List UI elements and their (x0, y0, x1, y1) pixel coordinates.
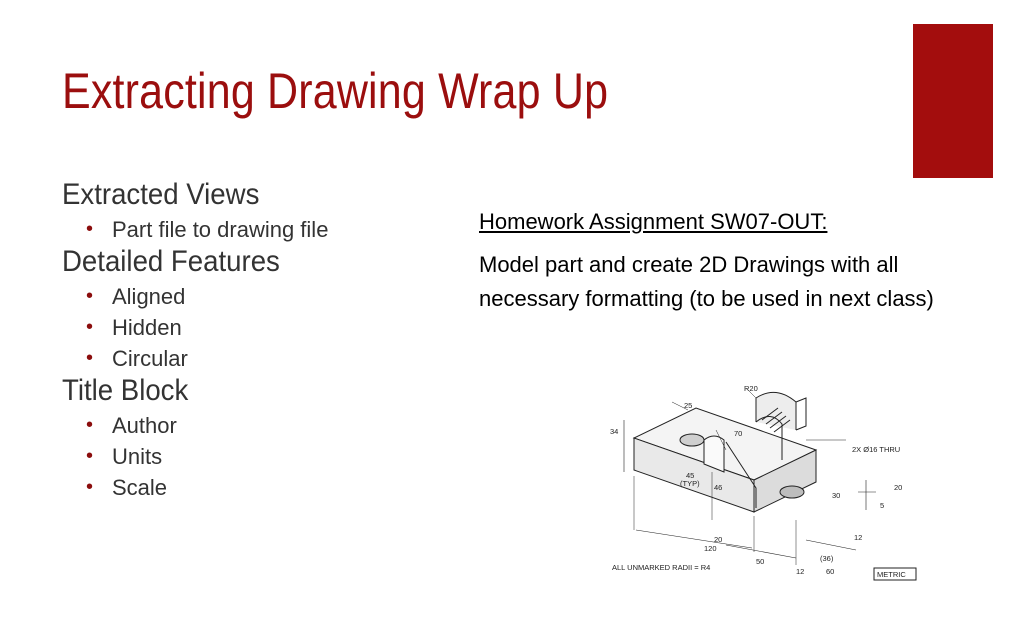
dim-label: 120 (704, 544, 717, 553)
section-heading-detailed-features: Detailed Features (62, 245, 280, 278)
drawing-note: ALL UNMARKED RADII = R4 (612, 563, 711, 572)
homework-panel (479, 208, 949, 316)
homework-heading: Homework Assignment SW07-OUT: (479, 209, 828, 234)
bullet-icon: • (86, 445, 94, 467)
bullet-icon: • (86, 347, 94, 369)
bullet-list (62, 281, 462, 374)
dim-label: 20 (714, 535, 723, 544)
section-heading-extracted-views: Extracted Views (62, 178, 260, 211)
dim-label: 2X Ø16 THRU (852, 445, 901, 454)
list-item: • Aligned (86, 281, 462, 312)
bullet-icon: • (86, 218, 94, 240)
bullet-icon: • (86, 476, 94, 498)
dim-label: 20 (894, 483, 903, 492)
isometric-part-drawing (606, 380, 926, 600)
list-item: • Hidden (86, 312, 462, 343)
dim-label: 12 (796, 567, 805, 576)
homework-body: Model part and create 2D Drawings with all necessary formatting (to be used in next class) (479, 252, 934, 311)
list-item: • Part file to drawing file (86, 214, 462, 245)
part-drawing-svg (606, 380, 926, 600)
dim-label: R20 (744, 384, 758, 393)
metric-label: METRIC (877, 570, 906, 579)
dim-label: 5 (880, 501, 885, 510)
bullet-icon: • (86, 316, 94, 338)
dim-label: 12 (854, 533, 863, 542)
dim-label: 60 (826, 567, 835, 576)
slide-title: Extracting Drawing Wrap Up (62, 63, 609, 119)
dim-label: 46 (714, 483, 723, 492)
bullet-list (62, 410, 462, 503)
dim-label: 45 (686, 471, 695, 480)
bullet-list (62, 214, 462, 245)
dim-label: 34 (610, 427, 619, 436)
list-item: • Units (86, 441, 462, 472)
dim-label: (TYP) (680, 479, 700, 488)
dim-label: 50 (756, 557, 765, 566)
section-heading-title-block: Title Block (62, 374, 189, 407)
dim-label: (36) (820, 554, 834, 563)
topics-list (62, 178, 462, 503)
dim-label: 25 (684, 401, 693, 410)
dim-label: 70 (734, 429, 743, 438)
bullet-icon: • (86, 285, 94, 307)
list-item: • Scale (86, 472, 462, 503)
bullet-icon: • (86, 414, 94, 436)
list-item: • Circular (86, 343, 462, 374)
dim-label: 30 (832, 491, 841, 500)
accent-block (913, 24, 993, 178)
list-item: • Author (86, 410, 462, 441)
